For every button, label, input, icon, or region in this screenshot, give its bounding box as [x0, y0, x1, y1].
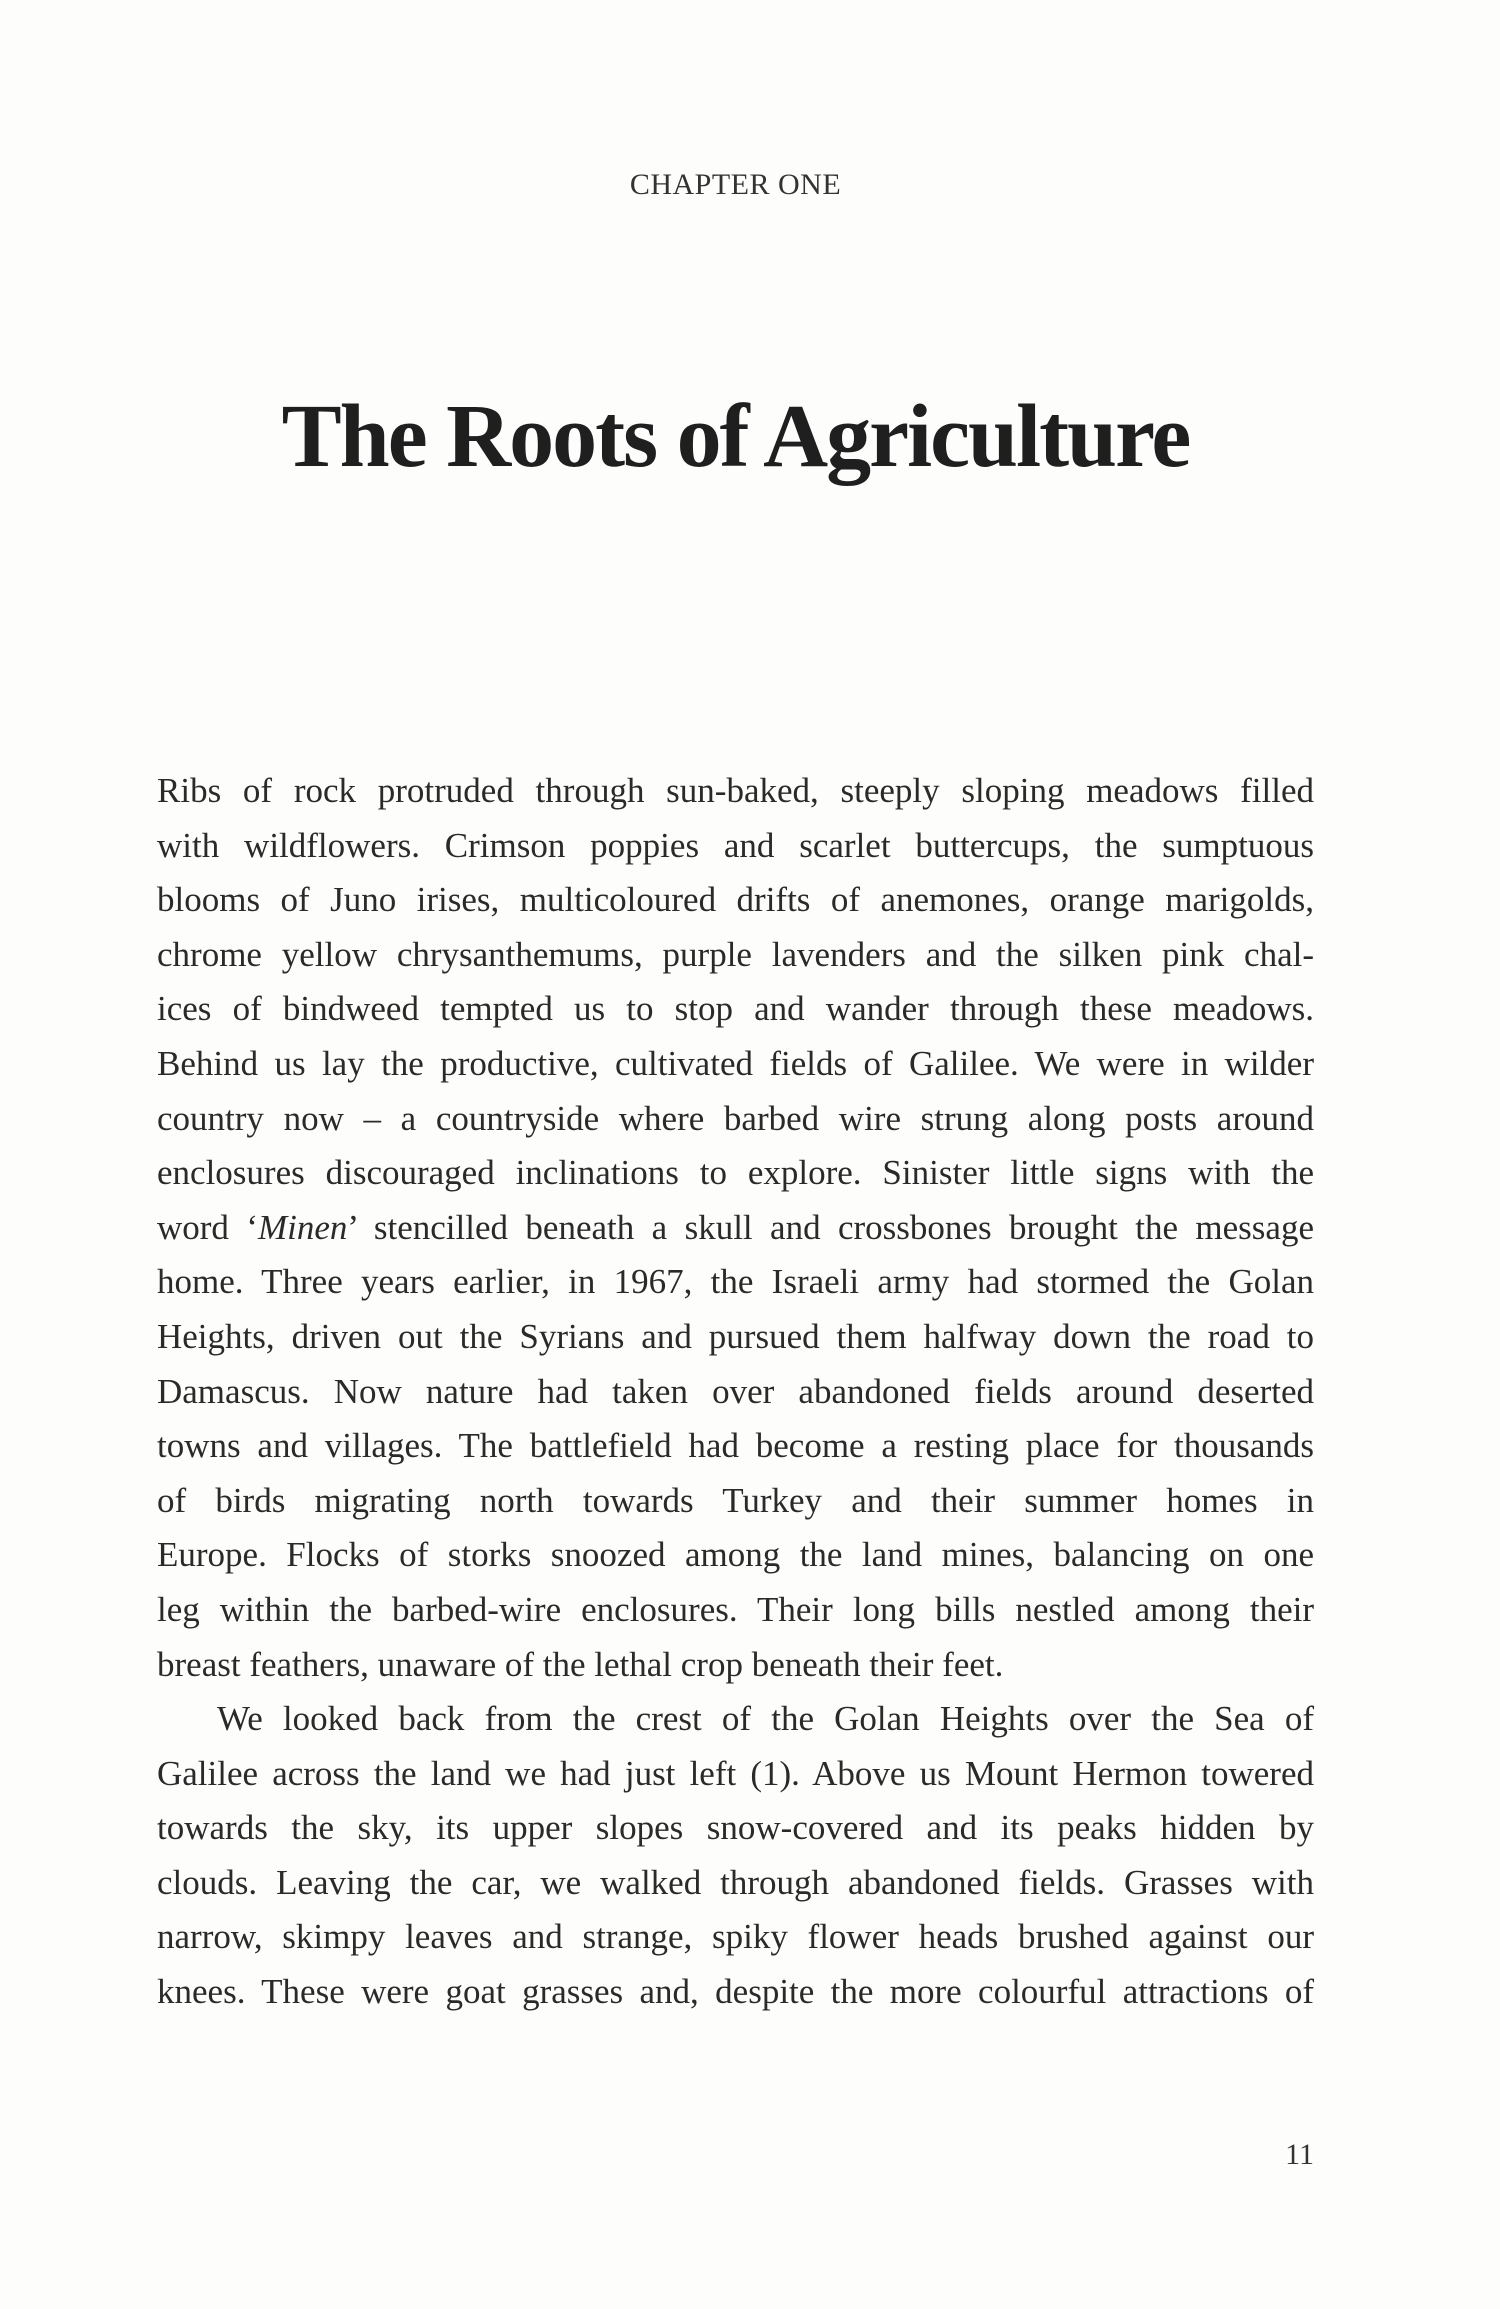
text-line [157, 764, 1314, 819]
text-segment: Europe. Flocks of storks snoozed among the land mines, balancing on one [157, 1535, 1314, 1575]
text-line [157, 1910, 1314, 1965]
page-number: 11 [1285, 2138, 1314, 2171]
text-line [157, 1037, 1314, 1092]
text-segment: word ‘ [157, 1207, 258, 1247]
text-line [157, 1255, 1314, 1310]
text-line [157, 1419, 1314, 1474]
text-line [157, 819, 1314, 874]
text-line [157, 873, 1314, 928]
text-segment: Damascus. Now nature had taken over abandoned fields around deserted [157, 1371, 1314, 1411]
text-segment: We looked back from the crest of the Golan Heights over the Sea of [217, 1699, 1314, 1739]
text-line [157, 982, 1314, 1037]
text-segment: ’ stencilled beneath a skull and crossbones brought the message [347, 1207, 1314, 1247]
text-segment: clouds. Leaving the car, we walked through abandoned fields. Grasses with [157, 1862, 1314, 1902]
text-segment: knees. These were goat grasses and, despite the more colourful attractions of [157, 1972, 1314, 2012]
text-line [157, 928, 1314, 983]
chapter-label: CHAPTER ONE [629, 168, 842, 201]
text-segment: home. Three years earlier, in 1967, the Israeli army had stormed the Golan [157, 1262, 1314, 1302]
text-segment: breast feathers, unaware of the lethal crop beneath their feet. [157, 1644, 1004, 1684]
text-line [157, 1692, 1314, 1747]
text-segment: Galilee across the land we had just left (1). Above us Mount Hermon towered [157, 1753, 1314, 1793]
text-line [157, 1638, 1314, 1693]
text-line [157, 1310, 1314, 1365]
text-line [157, 1201, 1314, 1256]
text-segment: narrow, skimpy leaves and strange, spiky flower heads brushed against our [157, 1917, 1314, 1957]
text-segment: ices of bindweed tempted us to stop and wander through these meadows. [157, 989, 1314, 1029]
body-text [157, 764, 1314, 2020]
text-segment: Behind us lay the productive, cultivated fields of Galilee. We were in wilder [157, 1043, 1314, 1083]
text-line [157, 1092, 1314, 1147]
text-line [157, 1365, 1314, 1420]
text-segment: of birds migrating north towards Turkey and their summer homes in [157, 1480, 1314, 1520]
text-line [157, 1856, 1314, 1911]
text-line [157, 1583, 1314, 1638]
text-line [157, 1474, 1314, 1529]
text-segment: enclosures discouraged inclinations to explore. Sinister little signs with the [157, 1153, 1314, 1193]
text-line [157, 1146, 1314, 1201]
chapter-title: The Roots of Agriculture [281, 387, 1190, 486]
text-segment: country now – a countryside where barbed wire strung along posts around [157, 1098, 1314, 1138]
text-segment: towns and villages. The battlefield had become a resting place for thousands [157, 1426, 1314, 1466]
text-segment: Heights, driven out the Syrians and pursued them halfway down the road to [157, 1316, 1314, 1356]
text-line [157, 1528, 1314, 1583]
text-line [157, 1747, 1314, 1802]
text-segment: blooms of Juno irises, multicoloured drifts of anemones, orange marigolds, [157, 880, 1314, 920]
italic-word: Minen [258, 1207, 348, 1247]
text-segment: leg within the barbed-wire enclosures. Their long bills nestled among their [157, 1589, 1314, 1629]
text-line [157, 1801, 1314, 1856]
text-segment: chrome yellow chrysanthemums, purple lavenders and the silken pink chal- [157, 934, 1314, 974]
text-segment: Ribs of rock protruded through sun-baked, steeply sloping meadows filled [157, 771, 1314, 810]
text-line [157, 1965, 1314, 2020]
text-segment: towards the sky, its upper slopes snow-covered and its peaks hidden by [157, 1808, 1314, 1848]
text-segment: with wildflowers. Crimson poppies and scarlet buttercups, the sumptuous [157, 825, 1314, 865]
